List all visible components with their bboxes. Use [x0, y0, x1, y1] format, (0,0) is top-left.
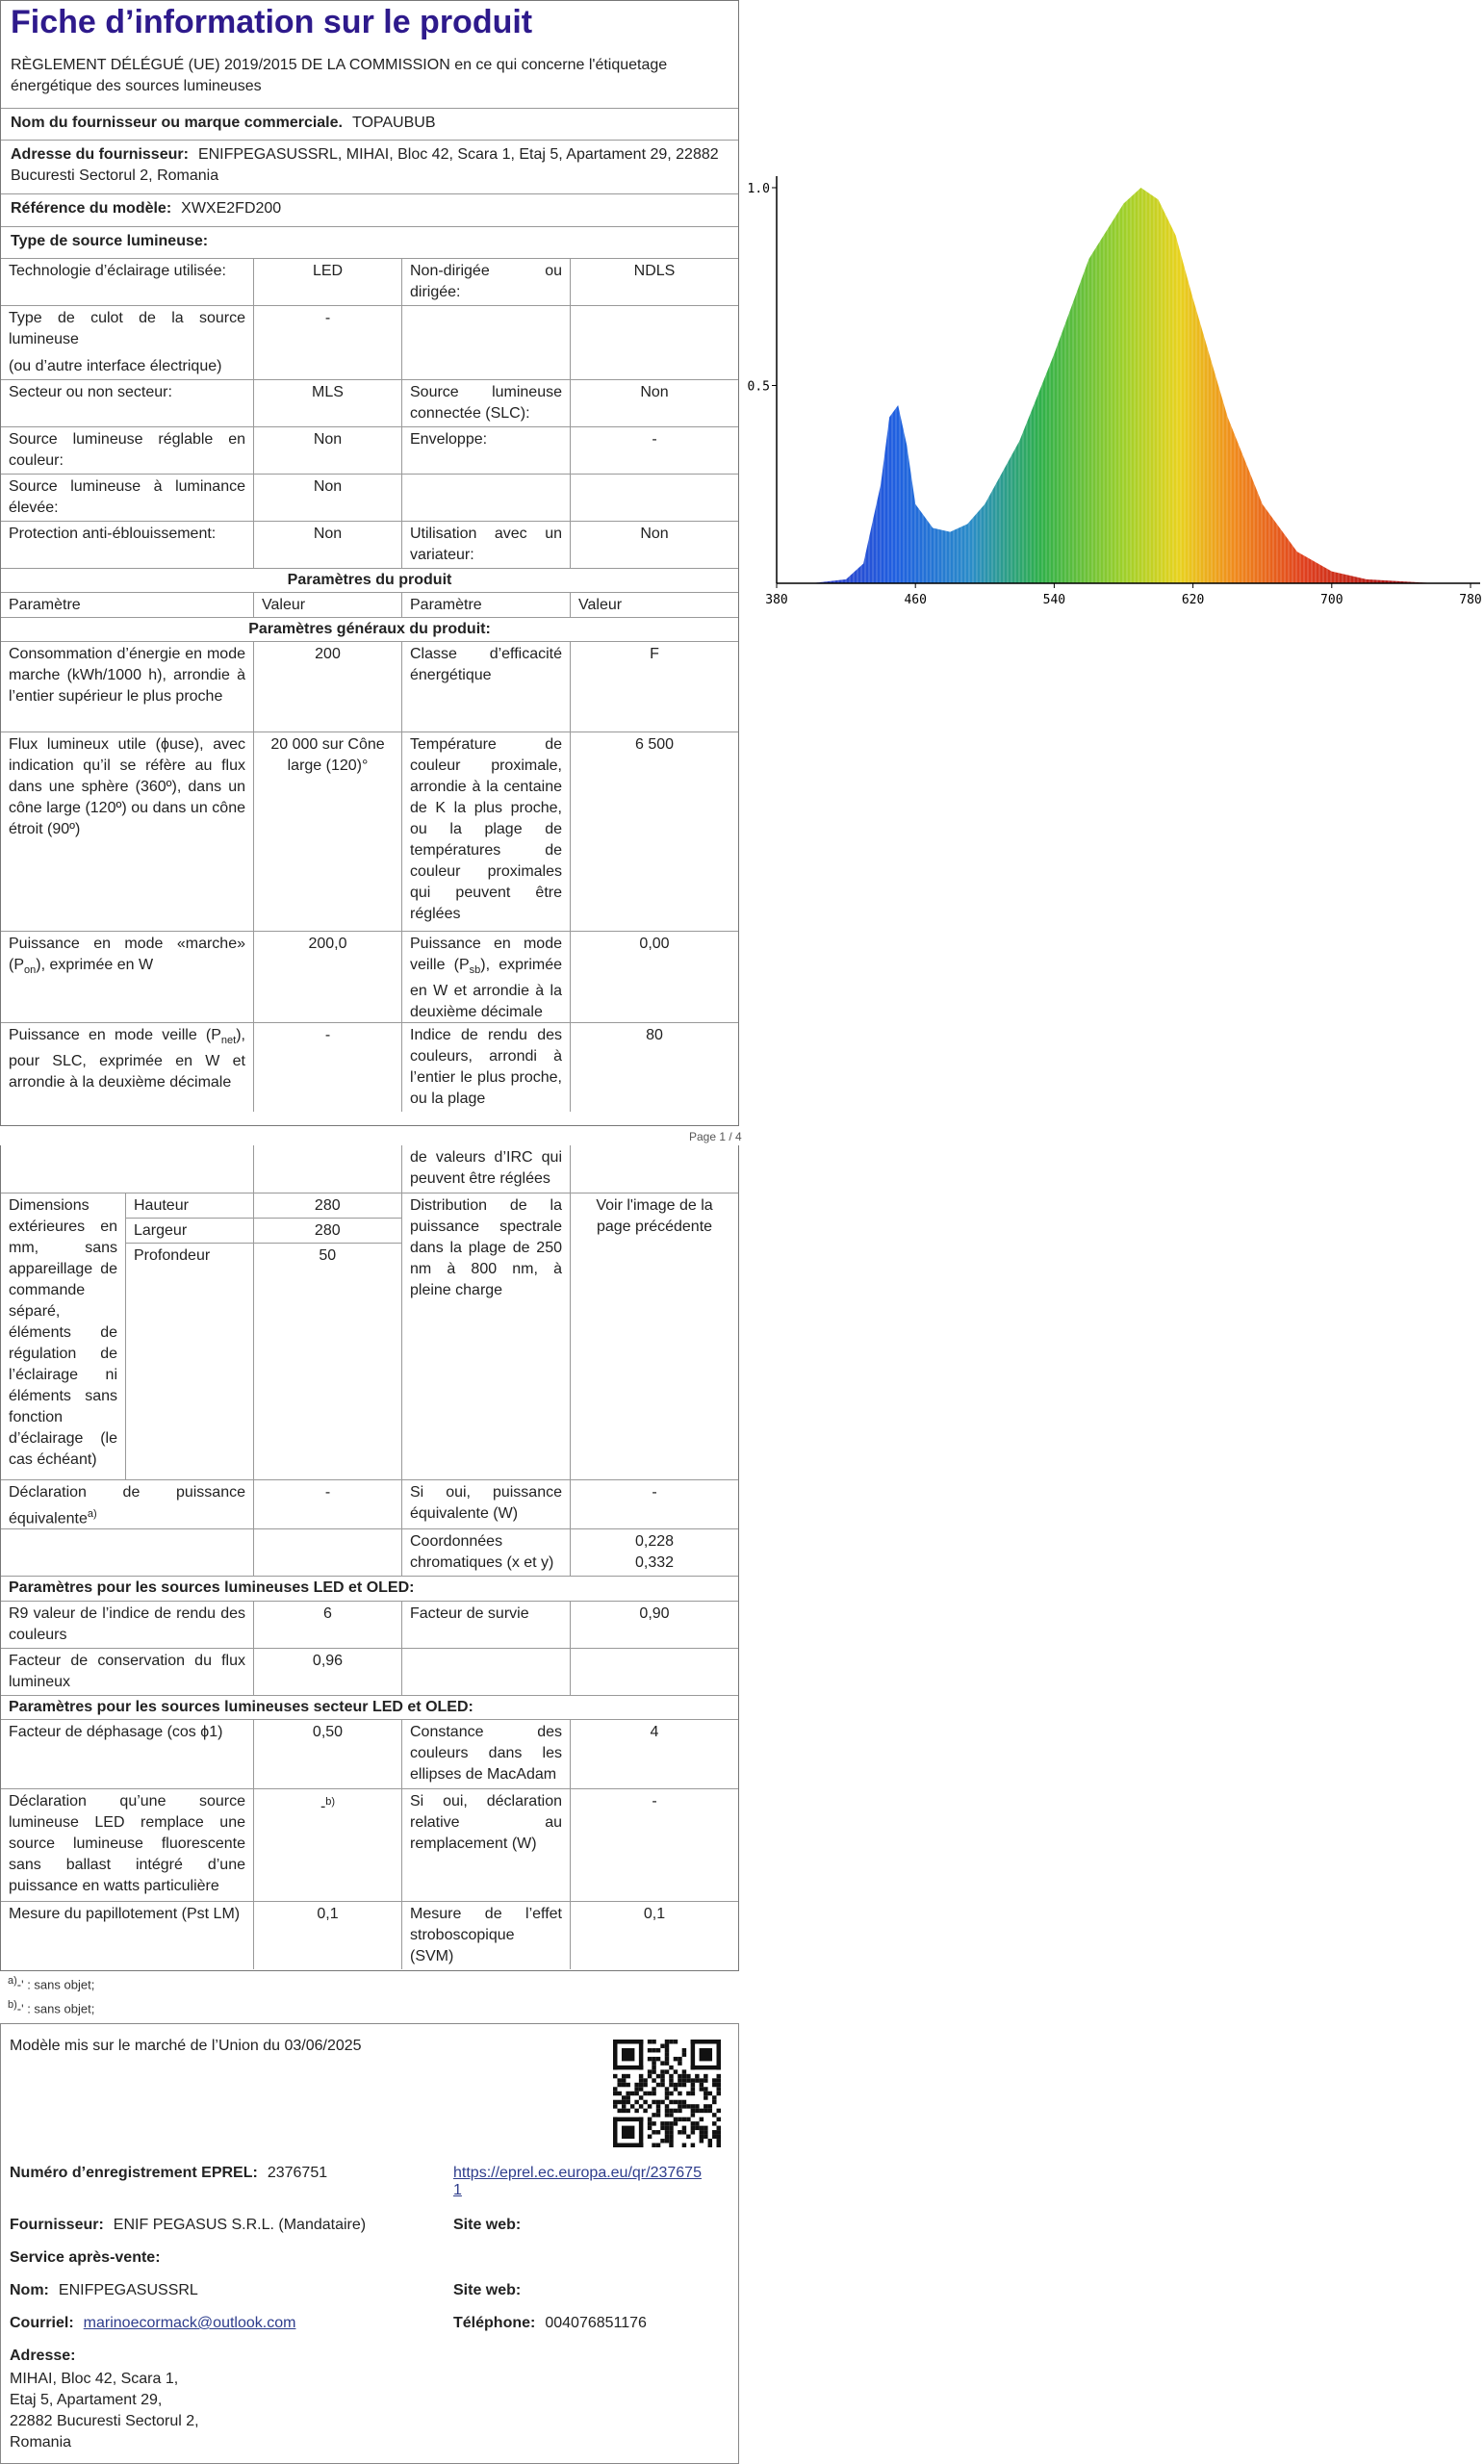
cell-param: Technologie d’éclairage utilisée: [1, 259, 254, 305]
cell-param: (ou d’autre interface électrique) [9, 358, 222, 374]
column-header: Valeur [578, 597, 623, 613]
y-tick-label: 1.0 [747, 182, 770, 196]
y-tick-label: 0.5 [747, 379, 770, 395]
model-ref-label: Référence du modèle: [11, 200, 172, 217]
cell-param: Non-dirigée ou dirigée: [402, 259, 571, 305]
table-row [1, 1145, 738, 1194]
height-value: 280 [314, 1197, 341, 1214]
cell-param: Source lumineuse à luminance élevée: [1, 475, 254, 521]
cell-value: Non [254, 522, 402, 568]
supplier-name-label: Nom du fournisseur ou marque commerciale. [11, 115, 343, 131]
cell-value: LED [254, 259, 402, 305]
placed-on-market: Modèle mis sur le marché de l’Union du 03/06/2025 [10, 2038, 362, 2054]
cell-param: Température de couleur proximale, arrondie à la centaine de K la plus proche, ou la plage de températures de couleur proximales qui peuvent être réglées [402, 732, 571, 931]
cell-param: Déclaration qu’une source lumineuse LED remplace une source lumineuse fluorescente sans ballast intégré d’une puissance en watts particulière [1, 1789, 254, 1901]
depth-label: Profondeur [126, 1244, 254, 1482]
cell-param: Flux lumineux utile (ϕuse), avec indication qu’il se réfère au flux dans une sphère (360º), dans un cône large (120º) ou dans un cône étroit (90º) [1, 732, 254, 931]
supplier-name-row [1, 109, 738, 141]
product-params-heading: Paramètres du produit [287, 572, 452, 588]
cell-param: Protection anti-éblouissement: [1, 522, 254, 568]
table-row [1, 1720, 738, 1789]
table-row [1, 259, 738, 306]
table-row [1, 732, 738, 932]
column-header: Paramètre [402, 593, 571, 617]
cell-param: Secteur ou non secteur: [1, 380, 254, 426]
cell-param: Utilisation avec un variateur: [402, 522, 571, 568]
cell-value: - [254, 1480, 402, 1528]
cell-value: Non [640, 384, 669, 400]
section-heading-row [1, 1577, 738, 1602]
page-title: Fiche d’information sur le produit [11, 4, 533, 40]
source-type-row [1, 227, 738, 259]
cell-value: 0,50 [254, 1720, 402, 1788]
spectral-distribution-chart [741, 154, 1484, 616]
spd-value: Voir l'image de la page précédente [596, 1197, 713, 1235]
column-header: Valeur [254, 593, 402, 617]
cell-param: Coordonnées chromatiques (x et y) [402, 1529, 571, 1576]
cell-param: Mesure de l’effet stroboscopique (SVM) [402, 1902, 571, 1969]
cell-param: Consommation d’énergie en mode marche (kWh/1000 h), arrondie à l’entier supérieur le plus proche [1, 642, 254, 732]
eprel-label: Numéro d’enregistrement EPREL: [10, 2165, 258, 2181]
cell-value: 0,96 [254, 1649, 402, 1695]
model-ref-row [1, 194, 738, 227]
cell-value: 4 [650, 1724, 659, 1740]
cell-value: - [652, 1484, 657, 1501]
section-heading-row [1, 569, 738, 593]
cell-param [402, 475, 571, 521]
cell-value: MLS [254, 380, 402, 426]
title-row [1, 1, 738, 51]
general-params-heading: Paramètres généraux du produit: [248, 621, 491, 637]
x-tick-label: 620 [1181, 593, 1205, 607]
service-label: Service après-vente: [10, 2249, 161, 2266]
table-row [1, 475, 738, 522]
table-row [1, 1602, 738, 1649]
cell-param: Si oui, puissance équivalente (W) [402, 1480, 571, 1528]
cell-value: 0,1 [254, 1902, 402, 1969]
x-tick-label: 380 [765, 593, 788, 607]
phone-label: Téléphone: [453, 2315, 536, 2331]
cell-param: Facteur de conservation du flux lumineux [1, 1649, 254, 1695]
cell-value: NDLS [633, 263, 676, 279]
section-heading-row [1, 618, 738, 642]
supplier-address-label: Adresse du fournisseur: [11, 146, 189, 163]
mains-params-heading: Paramètres pour les sources lumineuses secteur LED et OLED: [9, 1699, 473, 1715]
plot-area [748, 176, 1482, 607]
name-label: Nom: [10, 2282, 49, 2298]
cell-value: 200,0 [254, 932, 402, 1022]
x-tick-label: 540 [1042, 593, 1066, 607]
dimensions-label: Dimensions extérieures en mm, sans appareillage de commande séparé, éléments de régulation de l’éclairage ni éléments sans fonction d’éclairage (le cas échéant) [1, 1194, 126, 1479]
height-label: Hauteur [126, 1194, 254, 1218]
cell-param: Déclaration de puissance équivalente$^{a)}$ [1, 1480, 254, 1528]
cell-param: Puissance en mode veille $(P_{sb})$, exprimée en W et arrondie à la deuxième décimale [402, 932, 571, 1022]
cell-param: Type de culot de la source lumineuse [9, 310, 245, 347]
chromaticity-value: 0,228 0,332 [634, 1533, 675, 1571]
email-label: Courriel: [10, 2315, 74, 2331]
cell-param: R9 valeur de l’indice de rendu des couleurs [1, 1602, 254, 1648]
cell-value: Non [254, 427, 402, 474]
table-row [1, 427, 738, 475]
cell-value: - [254, 1023, 402, 1112]
cell-value: 0,1 [643, 1906, 666, 1922]
address-block: MIHAI, Bloc 42, Scara 1, Etaj 5, Apartament 29, 22882 Bucuresti Sectorul 2, Romania [10, 2371, 199, 2451]
spd-label: Distribution de la puissance spectrale dans la plage de 250 nm à 800 nm, à pleine charge [402, 1194, 571, 1479]
phone-value: 004076851176 [545, 2315, 647, 2331]
source-type-heading: Type de source lumineuse: [11, 233, 209, 249]
led-params-heading: Paramètres pour les sources lumineuses LED et OLED: [9, 1579, 415, 1596]
table-row [1, 1529, 738, 1577]
cell-value: 80 [646, 1027, 663, 1043]
cell-value [571, 306, 738, 379]
table-row [1, 1480, 738, 1529]
dimensions-row [1, 1194, 738, 1480]
cell-value: Non [254, 475, 402, 521]
column-header: Paramètre [1, 593, 254, 617]
supplier-name-value: TOPAUBUB [351, 115, 436, 131]
cell-value: 0,00 [639, 936, 670, 952]
table-row [1, 380, 738, 427]
website2-label: Site web: [453, 2282, 522, 2298]
footnote-a: $^{a)}$-' : sans objet; [8, 1975, 95, 1992]
column-header-row [1, 593, 738, 618]
cell-value: - [254, 306, 402, 379]
page-number: Page 1 / 4 [689, 1130, 742, 1143]
table-row [1, 1023, 738, 1112]
supplier-address-value: ENIFPEGASUSSRL, MIHAI, Bloc 42, Scara 1, Etaj 5, Apartament 29, 22882 Bucuresti Sectorul 2, Romania [11, 146, 719, 184]
cell-param: Source lumineuse réglable en couleur: [1, 427, 254, 474]
cell-param: Indice de rendu des couleurs, arrondi à l’entier le plus proche, ou la plage [402, 1023, 571, 1112]
cell-param: Puissance en mode «marche» $(P_{on})$, exprimée en W [1, 932, 254, 1022]
table-row [1, 932, 738, 1023]
regulation-text: RÈGLEMENT DÉLÉGUÉ (UE) 2019/2015 DE LA COMMISSION en ce qui concerne l'étiquetage énergétique des sources lumineuses [11, 57, 668, 94]
cell-value: - [652, 1793, 657, 1810]
width-label: Largeur [126, 1219, 254, 1243]
supplier-label: Fournisseur: [10, 2217, 104, 2233]
website-label: Site web: [453, 2217, 522, 2233]
qr-code-icon[interactable] [613, 2040, 721, 2147]
cell-param: Facteur de déphasage (cos ϕ1) [1, 1720, 254, 1788]
section-heading-row [1, 1696, 738, 1720]
depth-value: 50 [319, 1247, 337, 1264]
x-tick-label: 700 [1320, 593, 1343, 607]
regulation-row [1, 51, 738, 109]
product-sheet-page2 [0, 1145, 739, 1971]
supplier-value: ENIF PEGASUS S.R.L. (Mandataire) [113, 2217, 367, 2233]
eprel-card [0, 2023, 739, 2464]
model-ref-value: XWXE2FD200 [181, 200, 282, 217]
width-value: 280 [314, 1222, 341, 1239]
cell-value: 20 000 sur Cône large (120)° [254, 732, 402, 931]
address-label: Adresse: [10, 2348, 76, 2364]
cell-param: Classe d’efficacité énergétique [402, 642, 571, 732]
table-row [1, 522, 738, 569]
cell-param: de valeurs d’IRC qui peuvent être réglées [402, 1145, 571, 1193]
table-row [1, 1649, 738, 1696]
cell-value: Non [640, 526, 669, 542]
table-row [1, 1902, 738, 1969]
cell-value: 0,90 [639, 1605, 670, 1622]
table-row [1, 642, 738, 732]
email-link[interactable]: marinoecormack@outlook.com [83, 2315, 296, 2331]
cell-value: 200 [254, 642, 402, 732]
product-sheet-page1 [0, 0, 739, 1126]
x-tick-label: 780 [1459, 593, 1482, 607]
name-value: ENIFPEGASUSSRL [58, 2282, 198, 2298]
cell-param: Constance des couleurs dans les ellipses de MacAdam [402, 1720, 571, 1788]
cell-param: Puissance en mode veille $(P_{net})$, pour SLC, exprimée en W et arrondie à la deuxième décimale [1, 1023, 254, 1112]
table-row [1, 1789, 738, 1902]
eprel-number: 2376751 [267, 2165, 328, 2181]
cell-value: 6 [254, 1602, 402, 1648]
cell-param: Mesure du papillotement (Pst LM) [1, 1902, 254, 1969]
table-row [1, 306, 738, 380]
cell-param: Facteur de survie [402, 1602, 571, 1648]
cell-param: Enveloppe: [402, 427, 571, 474]
x-tick-label: 460 [904, 593, 927, 607]
cell-param: Si oui, déclaration relative au remplacement (W) [402, 1789, 571, 1901]
cell-value [571, 475, 738, 521]
eprel-link[interactable]: https://eprel.ec.europa.eu/qr/2376751 [453, 2165, 702, 2198]
footnote-b: $^{b)}$-' : sans objet; [8, 1999, 95, 2016]
supplier-address-row [1, 141, 738, 194]
cell-value: F [650, 646, 659, 662]
cell-value: -$^{b)}$ [254, 1789, 402, 1901]
cell-param [402, 306, 571, 379]
cell-param: Source lumineuse connectée (SLC): [402, 380, 571, 426]
cell-value: 6 500 [634, 736, 675, 753]
cell-value: - [652, 431, 657, 448]
